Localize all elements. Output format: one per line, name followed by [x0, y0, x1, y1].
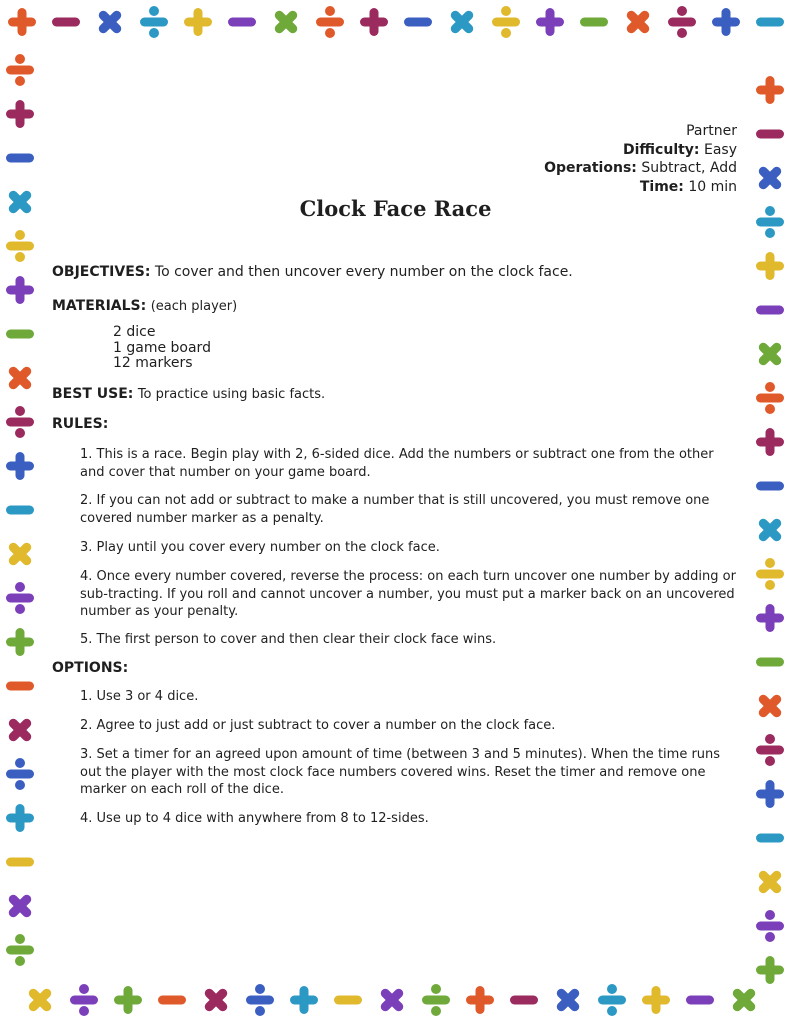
page-title: Clock Face Race: [299, 196, 492, 221]
time-line: [544, 178, 737, 197]
rule-item: 5. The first person to cover and then clear their clock face wins.: [80, 632, 497, 647]
time-label: Time:: [639, 178, 684, 195]
option-item: 3. Set a timer for an agreed upon amount of time (between 3 and 5 minutes). When the time runs out the player with the most clock face numbers covered wins. Reset the timer and remove one marker on each roll of the dice.: [80, 747, 721, 797]
option-item: 4. Use up to 4 dice with anywhere from 8 to 12-sides.: [80, 811, 429, 826]
rule-item: 4. Once every number covered, reverse the process: on each turn uncover one number by adding or sub-tracting. If you roll and cannot uncover a number, you must put a marker back on an uncovered number as your penalty.: [80, 569, 736, 619]
best-use-text: To practice using basic facts.: [137, 387, 326, 402]
difficulty-line: [544, 141, 737, 160]
rules-heading: RULES:: [52, 416, 109, 432]
materials-label: MATERIALS:: [52, 298, 147, 314]
difficulty-value: Easy: [703, 141, 737, 158]
option-item: 1. Use 3 or 4 dice.: [80, 689, 199, 704]
mode-line: [544, 122, 737, 141]
materials-list: [113, 325, 211, 372]
material-item: 1 game board: [113, 339, 211, 356]
option-item: 2. Agree to just add or just subtract to cover a number on the clock face.: [80, 718, 556, 733]
rule-item: 2. If you can not add or subtract to make a number that is still uncovered, you must remove one covered number marker as a penalty.: [80, 493, 710, 526]
operations-label: Operations:: [544, 160, 637, 176]
materials-section: [52, 298, 237, 315]
objectives-section: [52, 264, 573, 281]
operations-value: Subtract, Add: [641, 160, 737, 176]
difficulty-label: Difficulty:: [623, 141, 700, 158]
activity-meta: [544, 122, 737, 196]
objectives-text: To cover and then uncover every number on the clock face.: [154, 264, 573, 280]
rule-item: 3. Play until you cover every number on the clock face.: [80, 540, 440, 555]
best-use-section: [52, 386, 325, 403]
materials-note: (each player): [150, 299, 238, 314]
time-value: 10 min: [688, 178, 737, 195]
best-use-label: BEST USE:: [52, 386, 134, 402]
operations-line: [544, 159, 737, 178]
rule-item: 1. This is a race. Begin play with 2, 6-sided dice. Add the numbers or subtract one from the other and cover that number on your game board.: [80, 447, 714, 480]
material-item: 2 dice: [113, 324, 156, 340]
options-heading: OPTIONS:: [52, 660, 129, 676]
mode-value: Partner: [686, 123, 737, 139]
objectives-label: OBJECTIVES:: [52, 264, 151, 280]
material-item: 12 markers: [113, 355, 193, 371]
